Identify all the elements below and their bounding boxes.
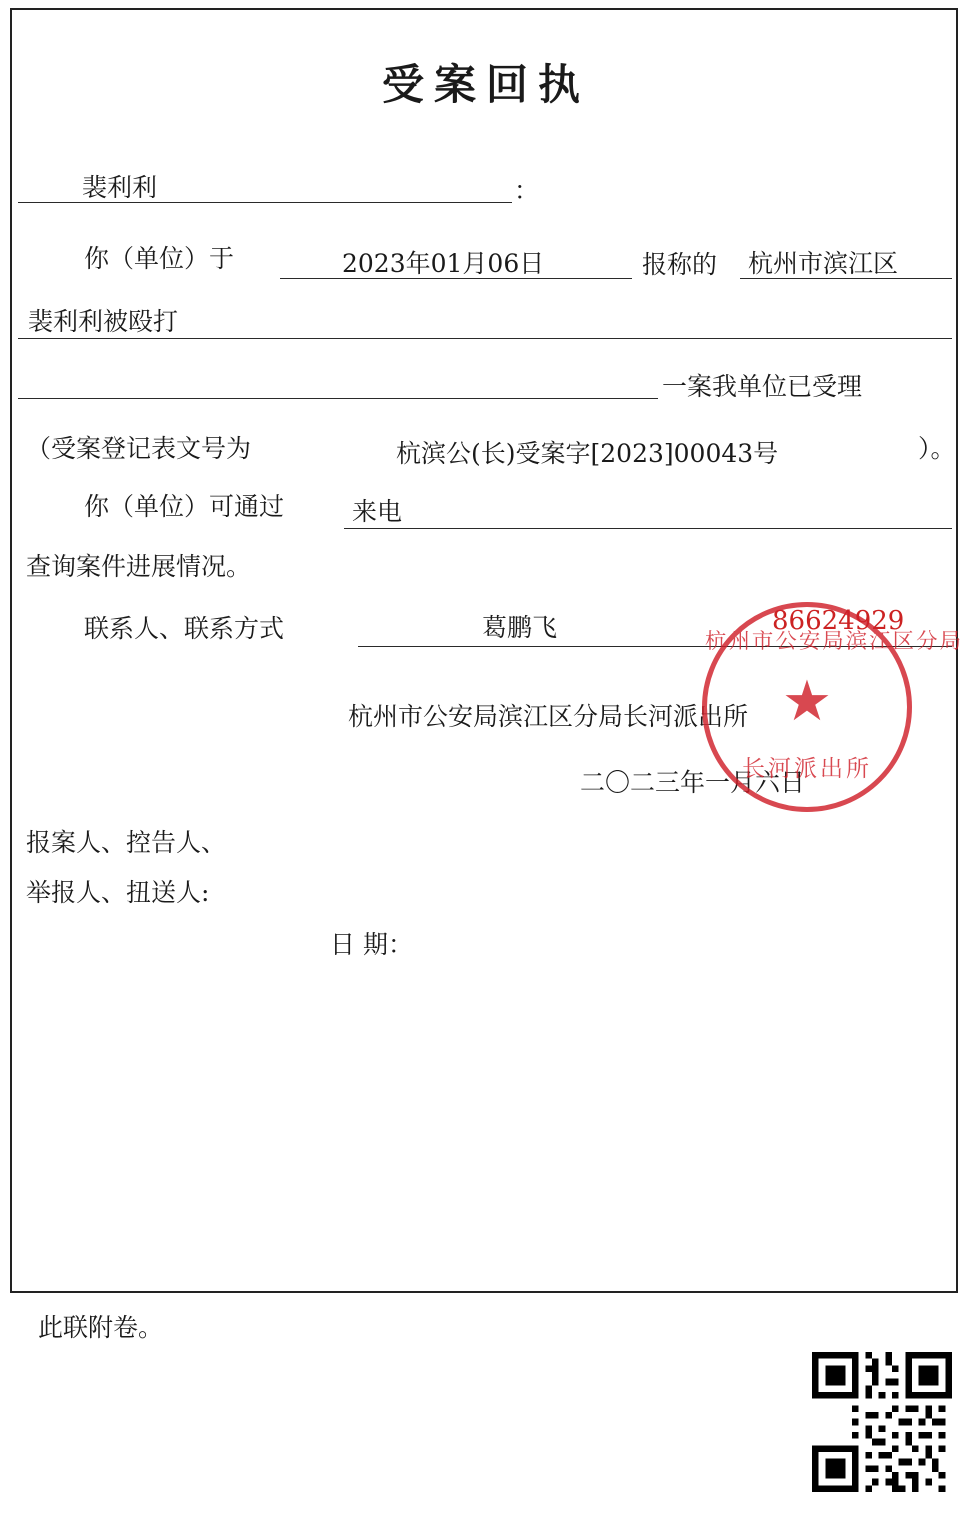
recipient-name: 裴利利 (82, 173, 158, 202)
signer-line-2: 举报人、扭送人: (26, 878, 210, 907)
report-date: 2023年01月06日 (342, 249, 545, 278)
recipient-colon: ： (514, 176, 540, 205)
register-number: 杭滨公(长)受案字[2023]00043号 (396, 439, 779, 468)
report-date-underline (280, 278, 632, 279)
footer-note: 此联附卷。 (38, 1313, 164, 1342)
seal-bottom-text: 长河派出所 (742, 756, 872, 782)
page-title: 受案回执 (381, 60, 590, 109)
line1-mid: 报称的 (642, 250, 718, 279)
seal-top-text: 杭州市公安局滨江区分局 (705, 629, 964, 653)
report-content-underline-1 (740, 278, 952, 279)
register-label: （受案登记表文号为 (26, 434, 252, 463)
report-content-part2: 裴利利被殴打 (28, 307, 179, 336)
report-content-underline-3 (18, 398, 658, 399)
document-frame (10, 8, 964, 1293)
line3-suffix: 一案我单位已受理 (662, 372, 863, 401)
contact-channel: 来电 (352, 497, 403, 526)
date-label: 日 期： (330, 930, 413, 959)
line1-prefix: 你（单位）于 (84, 244, 235, 273)
report-content-underline-2 (18, 338, 952, 339)
recipient-underline (18, 202, 512, 203)
contact-phone: 86624929 (772, 606, 905, 636)
contact-person: 葛鹏飞 (482, 613, 558, 642)
signer-line-1: 报案人、控告人、 (26, 828, 227, 857)
query-line: 查询案件进展情况。 (26, 552, 252, 581)
issuing-authority: 杭州市公安局滨江区分局长河派出所 (348, 702, 749, 731)
qr-code (812, 1352, 952, 1492)
contact-underline (358, 646, 952, 647)
contact-channel-underline (344, 528, 952, 529)
contact-label: 联系人、联系方式 (84, 614, 285, 643)
seal-star-icon: ★ (781, 668, 833, 734)
register-suffix: ）。 (918, 434, 956, 463)
issue-date: 二〇二三年一月六日 (580, 768, 806, 797)
contact-channel-prefix: 你（单位）可通过 (84, 492, 285, 521)
report-content-part1: 杭州市滨江区 (748, 249, 899, 278)
